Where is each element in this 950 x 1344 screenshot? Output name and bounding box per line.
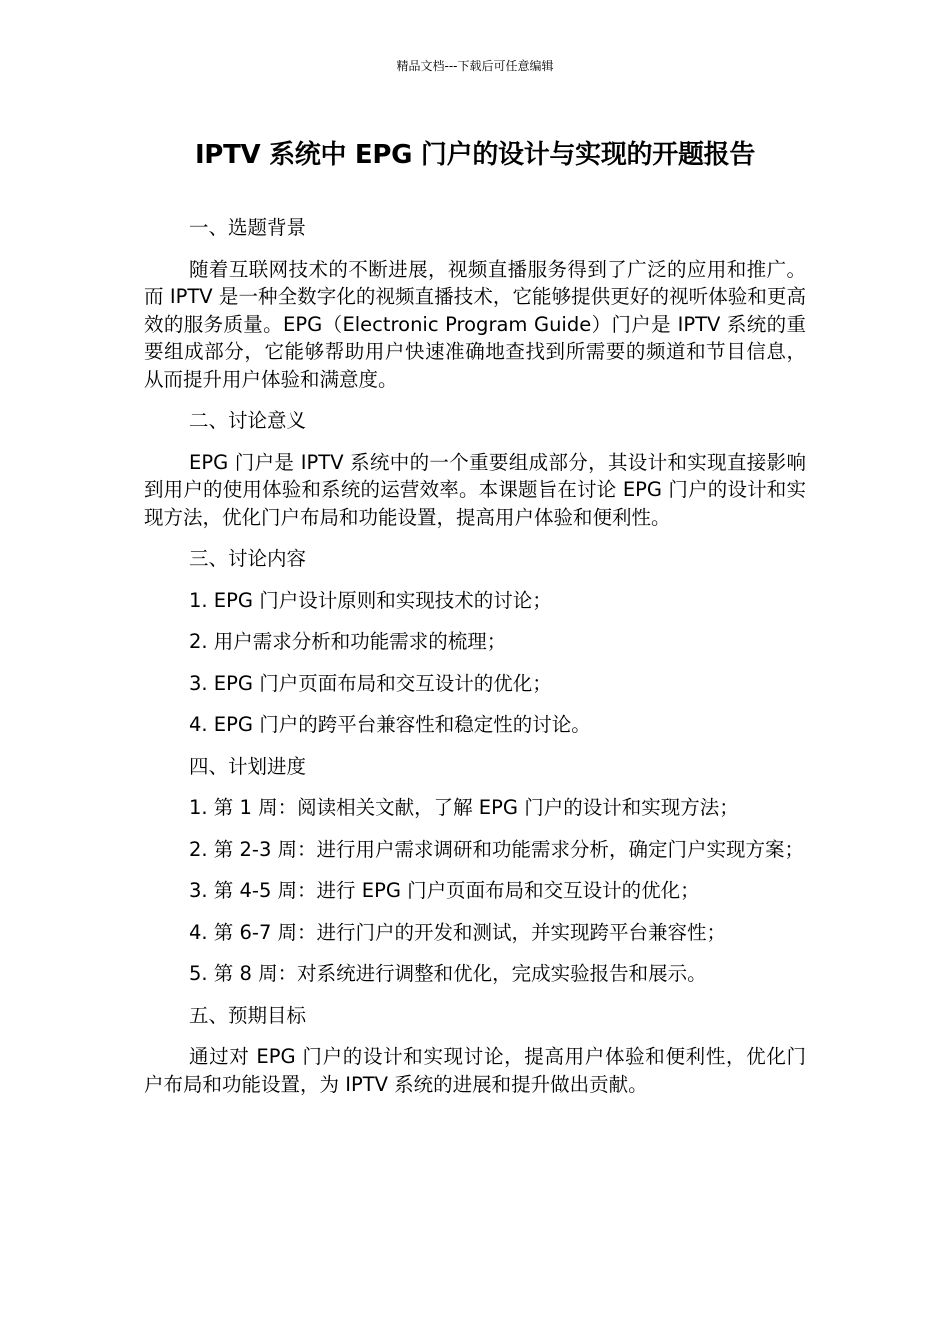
list-item: 2. 用户需求分析和功能需求的梳理；	[189, 630, 507, 653]
list-item: 4. 第 6-7 周：进行门户的开发和测试，并实现跨平台兼容性；	[189, 920, 727, 944]
list-item: 3. 第 4-5 周：进行 EPG 门户页面布局和交互设计的优化；	[189, 879, 700, 902]
document-title: IPTV 系统中 EPG 门户的设计与实现的开题报告	[194, 140, 756, 170]
section-body-significance: EPG 门户是 IPTV 系统中的一个重要组成部分，其设计和实现直接影响到用户的使用体验和系统的运营效率。本课题旨在讨论 EPG 门户的设计和实现方法，优化门户布局和功能设置，提高用户体验和便利性。	[144, 450, 806, 529]
list-item: 4. EPG 门户的跨平台兼容性和稳定性的讨论。	[189, 713, 591, 736]
section-heading-significance: 二、讨论意义	[189, 409, 307, 432]
list-item: 5. 第 8 周：对系统进行调整和优化，完成实验报告和展示。	[189, 962, 707, 985]
section-heading-background: 一、选题背景	[189, 216, 307, 239]
section-body-background: 随着互联网技术的不断进展，视频直播服务得到了广泛的应用和推广。而 IPTV 是一种全数字化的视频直播技术，它能够提供更好的视听体验和更高效的服务质量。EPG（Electronic Program Guide）门户是 IPTV 系统的重要组成部分，它能够帮助用户快速准确地查找到所需要的频道和节目信息，从而提升用户体验和满意度。	[144, 257, 806, 391]
section-heading-goals: 五、预期目标	[189, 1003, 307, 1027]
section-heading-schedule: 四、计划进度	[189, 754, 307, 778]
list-item: 3. EPG 门户页面布局和交互设计的优化；	[189, 671, 552, 695]
list-item: 1. 第 1 周：阅读相关文献，了解 EPG 门户的设计和实现方法；	[189, 796, 739, 819]
header-note: 精品文档---下载后可任意编辑	[396, 59, 554, 73]
list-item: 2. 第 2-3 周：进行用户需求调研和功能需求分析，确定门户实现方案；	[189, 837, 805, 861]
list-item: 1. EPG 门户设计原则和实现技术的讨论；	[189, 588, 552, 612]
section-heading-content: 三、讨论内容	[189, 547, 307, 570]
section-body-goals: 通过对 EPG 门户的设计和实现讨论，提高用户体验和便利性，优化门户布局和功能设置，为 IPTV 系统的进展和提升做出贡献。	[144, 1045, 806, 1096]
document-body	[144, 214, 806, 1112]
